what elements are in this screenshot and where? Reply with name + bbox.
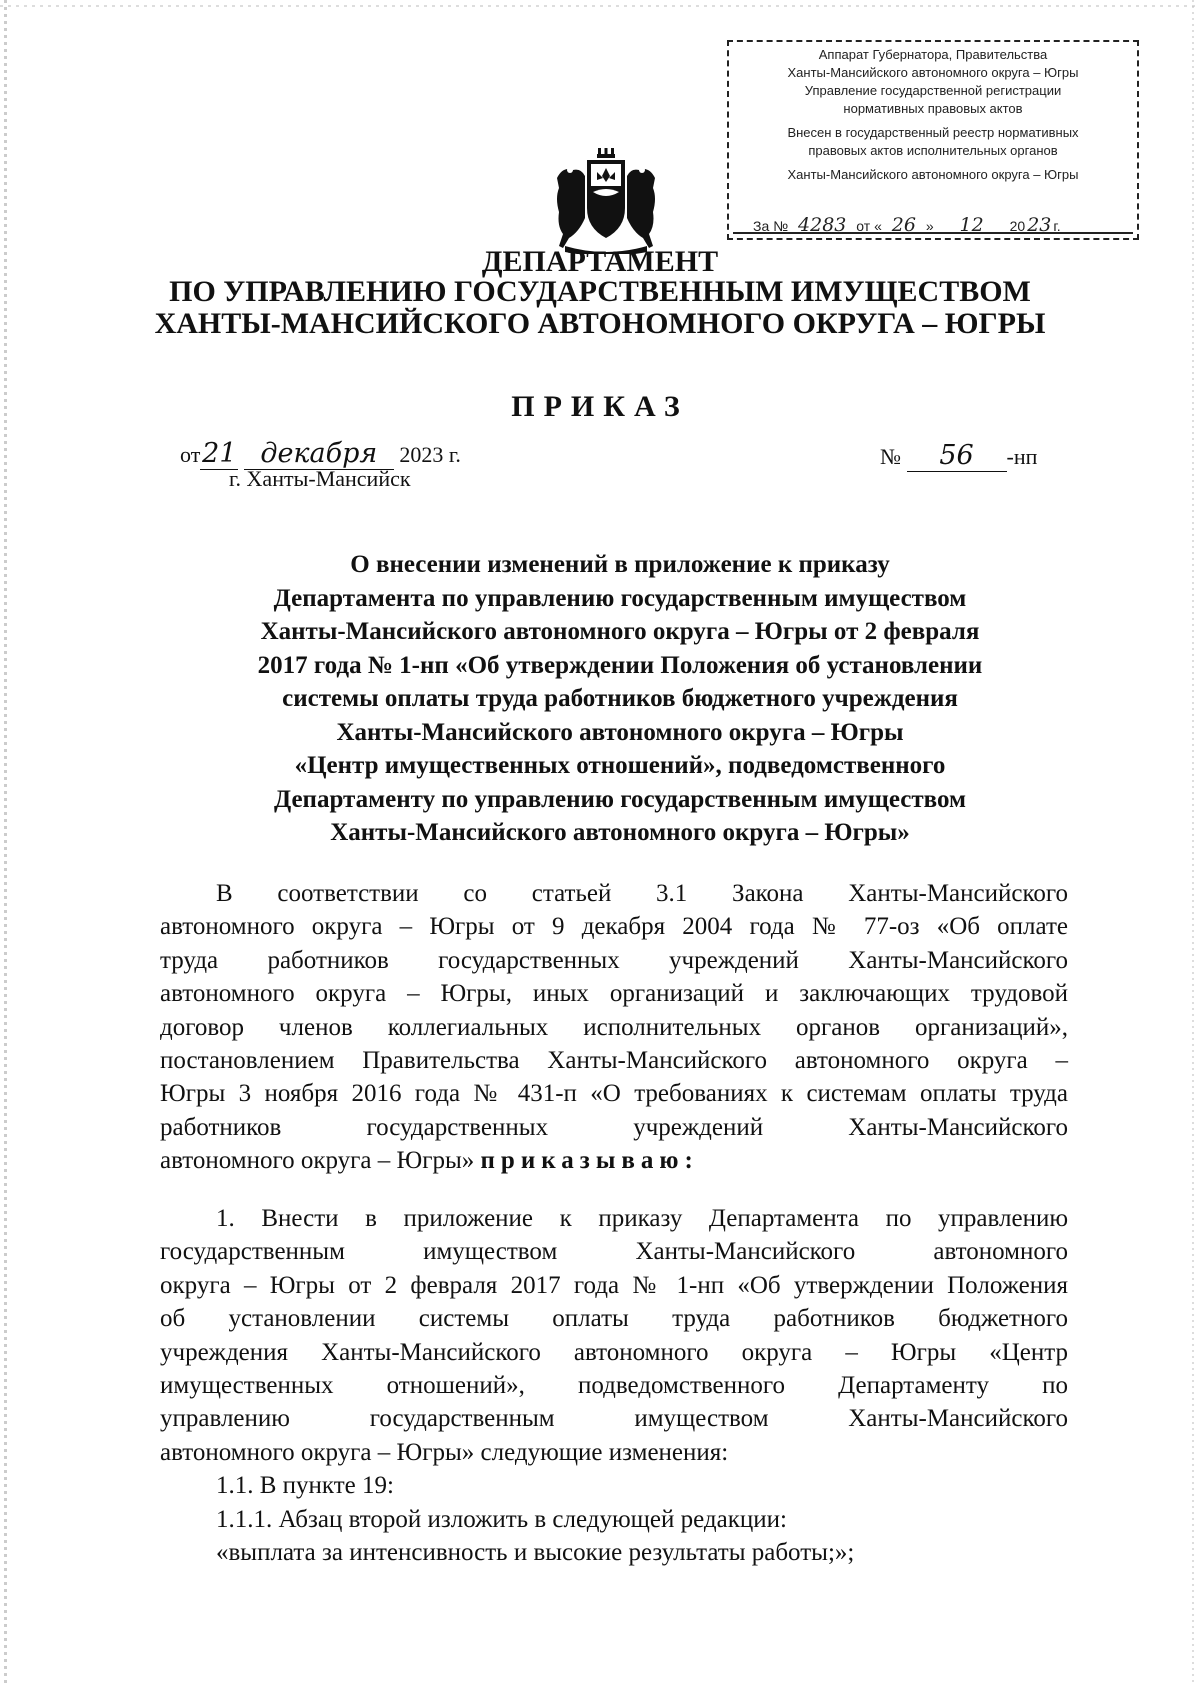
department-name-line2: ПО УПРАВЛЕНИЮ ГОСУДАРСТВЕННЫМ ИМУЩЕСТВОМ (169, 275, 1031, 308)
stamp-reg-suffix: г. (1053, 218, 1061, 234)
department-name-line3: ХАНТЫ-МАНСИЙСКОГО АВТОНОМНОГО ОКРУГА – ЮГРЫ (154, 307, 1046, 340)
date-month: декабря (244, 438, 394, 470)
stamp-line: нормативных правовых актов (843, 101, 1023, 116)
title-line: Ханты-Мансийского автономного округа – Югры» (330, 819, 910, 846)
preamble-last-line (160, 1144, 1068, 1177)
registration-stamp (727, 40, 1139, 240)
stamp-line: Ханты-Мансийского автономного округа – Югры (787, 167, 1079, 182)
stamp-reg-mid: » (925, 218, 934, 234)
stamp-reg-from: от « (856, 218, 882, 234)
item-1-line: 1. Внести в приложение к приказу Департамента по управлению (216, 1205, 1068, 1232)
stamp-line: Ханты-Мансийского автономного округа – Югры (787, 65, 1079, 80)
stamp-line: правовых актов исполнительных органов (808, 143, 1058, 158)
title-line: О внесении изменений в приложение к приказу (350, 551, 890, 578)
preamble-line: труда работников государственных учреждений Ханты-Мансийского (160, 946, 1068, 974)
order-city: г. Ханты-Мансийск (229, 466, 411, 491)
item-1-last-line: автономного округа – Югры» следующие изменения: (160, 1438, 729, 1466)
preamble-line: В соответствии со статьей 3.1 Закона Ханты-Мансийского (216, 880, 1068, 907)
title-line: Ханты-Мансийского автономного округа – Югры от 2 февраля (260, 618, 980, 645)
order-title (160, 548, 1080, 850)
item-1-line: учреждения Ханты-Мансийского автономного округа – Югры «Центр (160, 1338, 1068, 1366)
item-1-1-1: 1.1.1. Абзац второй изложить в следующей редакции: (216, 1505, 787, 1533)
preamble-paragraph (160, 877, 1068, 1178)
item-1-line: управлению государственным имуществом Ханты-Мансийского (160, 1405, 1068, 1433)
date-day: 21 (202, 438, 237, 469)
preamble-line: Югры 3 ноября 2016 года № 431-п «О требованиях к системам оплаты труда (160, 1080, 1068, 1108)
preamble-line: автономного округа – Югры, иных организаций и заключающих трудовой (160, 980, 1068, 1008)
title-line: Департамента по управлению государственным имуществом (273, 584, 967, 612)
item-1-line: государственным имуществом Ханты-Мансийского автономного (160, 1238, 1068, 1266)
date-year: 2023 г. (399, 442, 461, 467)
preamble-line: постановлением Правительства Ханты-Мансийского автономного округа – (160, 1047, 1068, 1075)
item-1-line: об установлении системы оплаты труда работников бюджетного (160, 1305, 1068, 1333)
stamp-reg-month: 12 (959, 214, 984, 236)
preamble-line: автономного округа – Югры от 9 декабря 2004 года № 77-оз «Об оплате (160, 913, 1068, 941)
item-1-line: округа – Югры от 2 февраля 2017 года № 1-нп «Об утверждении Положения (160, 1271, 1068, 1299)
number-prefix: № (880, 444, 901, 469)
stamp-line: Управление государственной регистрации (804, 83, 1062, 98)
scan-edge-top (0, 5, 1200, 7)
title-line: системы оплаты труда работников бюджетного учреждения (282, 685, 958, 712)
stamp-reg-number: 4283 (798, 214, 847, 236)
title-line: Департаменту по управлению государственным имуществом (273, 785, 967, 813)
preamble-line: работников государственных учреждений Ханты-Мансийского (160, 1113, 1068, 1141)
amendment-quote: «выплата за интенсивность и высокие результаты работы;»; (216, 1539, 855, 1567)
item-1-1: 1.1. В пункте 19: (216, 1472, 394, 1500)
preamble-line: договор членов коллегиальных исполнительных органов организаций», (160, 1013, 1068, 1041)
title-line: «Центр имущественных отношений», подведомственного (294, 752, 946, 779)
item-1-line: имущественных отношений», подведомственного Департаменту по (160, 1372, 1068, 1400)
title-line: Ханты-Мансийского автономного округа – Югры (336, 718, 904, 746)
order-word: приказываю: (480, 1147, 699, 1175)
stamp-reg-prefix: За № (753, 218, 789, 234)
stamp-reg-year: 23 (1027, 214, 1052, 236)
date-prefix: от (180, 442, 201, 467)
item-1-paragraph (160, 1202, 1068, 1569)
stamp-line: Внесен в государственный реестр нормативных (787, 125, 1079, 140)
department-name-line1: ДЕПАРТАМЕНТ (481, 245, 719, 278)
khmao-coat-of-arms-icon (553, 148, 659, 254)
title-line: 2017 года № 1-нп «Об утверждении Положения об установлении (257, 651, 983, 679)
document-type: ПРИКАЗ (511, 390, 689, 423)
stamp-reg-year-prefix: 20 (1009, 218, 1026, 234)
stamp-bottom-rule (733, 232, 1133, 234)
preamble-last-text: автономного округа – Югры» (160, 1147, 475, 1175)
order-number (880, 440, 1037, 472)
stamp-line: Аппарат Губернатора, Правительства (818, 47, 1048, 62)
number-suffix: -нп (1006, 444, 1038, 469)
stamp-reg-day: 26 (891, 214, 916, 236)
number-value: 56 (907, 440, 1007, 472)
